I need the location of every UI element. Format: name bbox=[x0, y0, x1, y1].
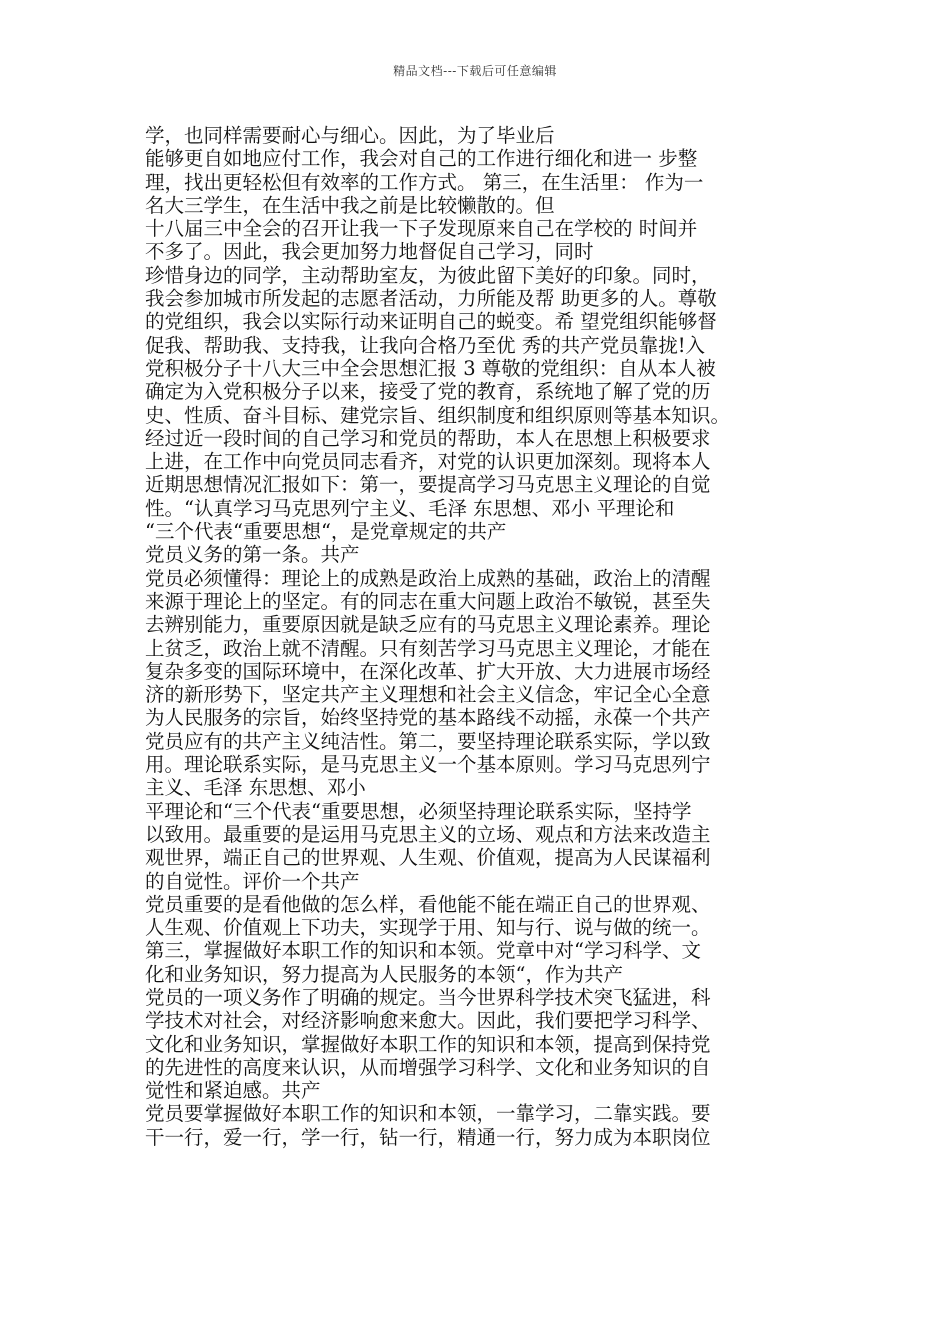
text-line: “三个代表“重要思想“，是党章规定的共产 bbox=[145, 520, 507, 544]
text-line: 的先进性的高度来认识，从而增强学习科学、文化和业务知识的自 bbox=[145, 1055, 711, 1079]
text-line: 的自觉性。评价一个共产 bbox=[145, 869, 360, 893]
text-line: 不多了。因此，我会更加努力地督促自己学习，同时 bbox=[145, 240, 594, 264]
text-line: 促我、帮助我、支持我，让我向合格乃至优 秀的共产党员靠拢!入 bbox=[145, 333, 706, 357]
text-line: 第三，掌握做好本职工作的知识和本领。党章中对“学习科学、文 bbox=[145, 939, 701, 963]
text-line: 党积极分子十八大三中全会思想汇报 3 尊敬的党组织：自从本人被 bbox=[145, 356, 716, 380]
text-line: 的党组织，我会以实际行动来证明自己的蜕变。希 望党组织能够督 bbox=[145, 310, 717, 334]
text-line: 济的新形势下，坚定共产主义理想和社会主义信念，牢记全心全意 bbox=[145, 683, 711, 707]
text-line: 珍惜身边的同学，主动帮助室友，为彼此留下美好的印象。同时， bbox=[145, 263, 711, 287]
text-line: 确定为入党积极分子以来，接受了党的教育，系统地了解了党的历 bbox=[145, 380, 711, 404]
text-line: 理，找出更轻松但有效率的工作方式。 第三，在生活里： 作为一 bbox=[145, 170, 704, 194]
text-line: 十八届三中全会的召开让我一下子发现原来自己在学校的 时间并 bbox=[145, 217, 698, 241]
body-text bbox=[145, 124, 825, 1149]
text-line: 党员必须懂得：理论上的成熟是政治上成熟的基础，政治上的清醒 bbox=[145, 566, 711, 590]
text-line: 上贫乏，政治上就不清醒。只有刻苦学习马克思主义理论，才能在 bbox=[145, 636, 711, 660]
text-line: 平理论和“三个代表“重要思想，必须坚持理论联系实际，坚持学 bbox=[145, 799, 692, 823]
text-line: 性。“认真学习马克思列宁主义、毛泽 东思想、邓小 平理论和 bbox=[145, 496, 675, 520]
text-line: 以致用。最重要的是运用马克思主义的立场、观点和方法来改造主 bbox=[145, 822, 711, 846]
text-line: 近期思想情况汇报如下：第一，要提高学习马克思主义理论的自觉 bbox=[145, 473, 711, 497]
text-line: 上进，在工作中向党员同志看齐，对党的认识更加深刻。现将本人 bbox=[145, 450, 711, 474]
text-line: 文化和业务知识，掌握做好本职工作的知识和本领，提高到保持党 bbox=[145, 1032, 711, 1056]
text-line: 党员要掌握做好本职工作的知识和本领，一靠学习，二靠实践。要 bbox=[145, 1102, 711, 1126]
text-line: 觉性和紧迫感。共产 bbox=[145, 1079, 321, 1103]
page-header: 精品文档---下载后可任意编辑 bbox=[393, 64, 557, 78]
text-line: 史、性质、奋斗目标、建党宗旨、组织制度和组织原则等基本知识。 bbox=[145, 403, 731, 427]
text-line: 化和业务知识，努力提高为人民服务的本领“，作为共产 bbox=[145, 962, 623, 986]
text-line: 名大三学生，在生活中我之前是比较懒散的。但 bbox=[145, 193, 555, 217]
text-line: 来源于理论上的坚定。有的同志在重大问题上政治不敏锐，甚至失 bbox=[145, 589, 711, 613]
text-line: 人生观、价值观上下功夫，实现学于用、知与行、说与做的统一。 bbox=[145, 916, 711, 940]
text-line: 党员的一项义务作了明确的规定。当今世界科学技术突飞猛进，科 bbox=[145, 985, 711, 1009]
text-line: 用。理论联系实际，是马克思主义一个基本原则。学习马克思列宁 bbox=[145, 753, 711, 777]
text-line: 经过近一段时间的自己学习和党员的帮助，本人在思想上积极要求 bbox=[145, 426, 711, 450]
text-line: 党员义务的第一条。共产 bbox=[145, 543, 360, 567]
text-line: 学技术对社会，对经济影响愈来愈大。因此，我们要把学习科学、 bbox=[145, 1009, 711, 1033]
text-line: 能够更自如地应付工作，我会对自己的工作进行细化和进一 步整 bbox=[145, 147, 698, 171]
text-line: 党员重要的是看他做的怎么样，看他能不能在端正自己的世界观、 bbox=[145, 892, 711, 916]
text-line: 党员应有的共产主义纯洁性。第二，要坚持理论联系实际，学以致 bbox=[145, 729, 711, 753]
text-line: 观世界，端正自己的世界观、人生观、价值观，提高为人民谋福利 bbox=[145, 846, 711, 870]
text-line: 去辨别能力，重要原因就是缺乏应有的马克思主义理论素养。理论 bbox=[145, 613, 711, 637]
text-line: 为人民服务的宗旨，始终坚持党的基本路线不动摇，永葆一个共产 bbox=[145, 706, 711, 730]
text-line: 我会参加城市所发起的志愿者活动，力所能及帮 助更多的人。尊敬 bbox=[145, 287, 717, 311]
text-line: 主义、毛泽 东思想、邓小 bbox=[145, 776, 366, 800]
text-line: 学，也同样需要耐心与细心。因此，为了毕业后 bbox=[145, 124, 555, 147]
text-line: 干一行，爱一行，学一行，钻一行，精通一行，努力成为本职岗位 bbox=[145, 1125, 711, 1149]
text-line: 复杂多变的国际环境中，在深化改革、扩大开放、大力进展市场经 bbox=[145, 659, 711, 683]
